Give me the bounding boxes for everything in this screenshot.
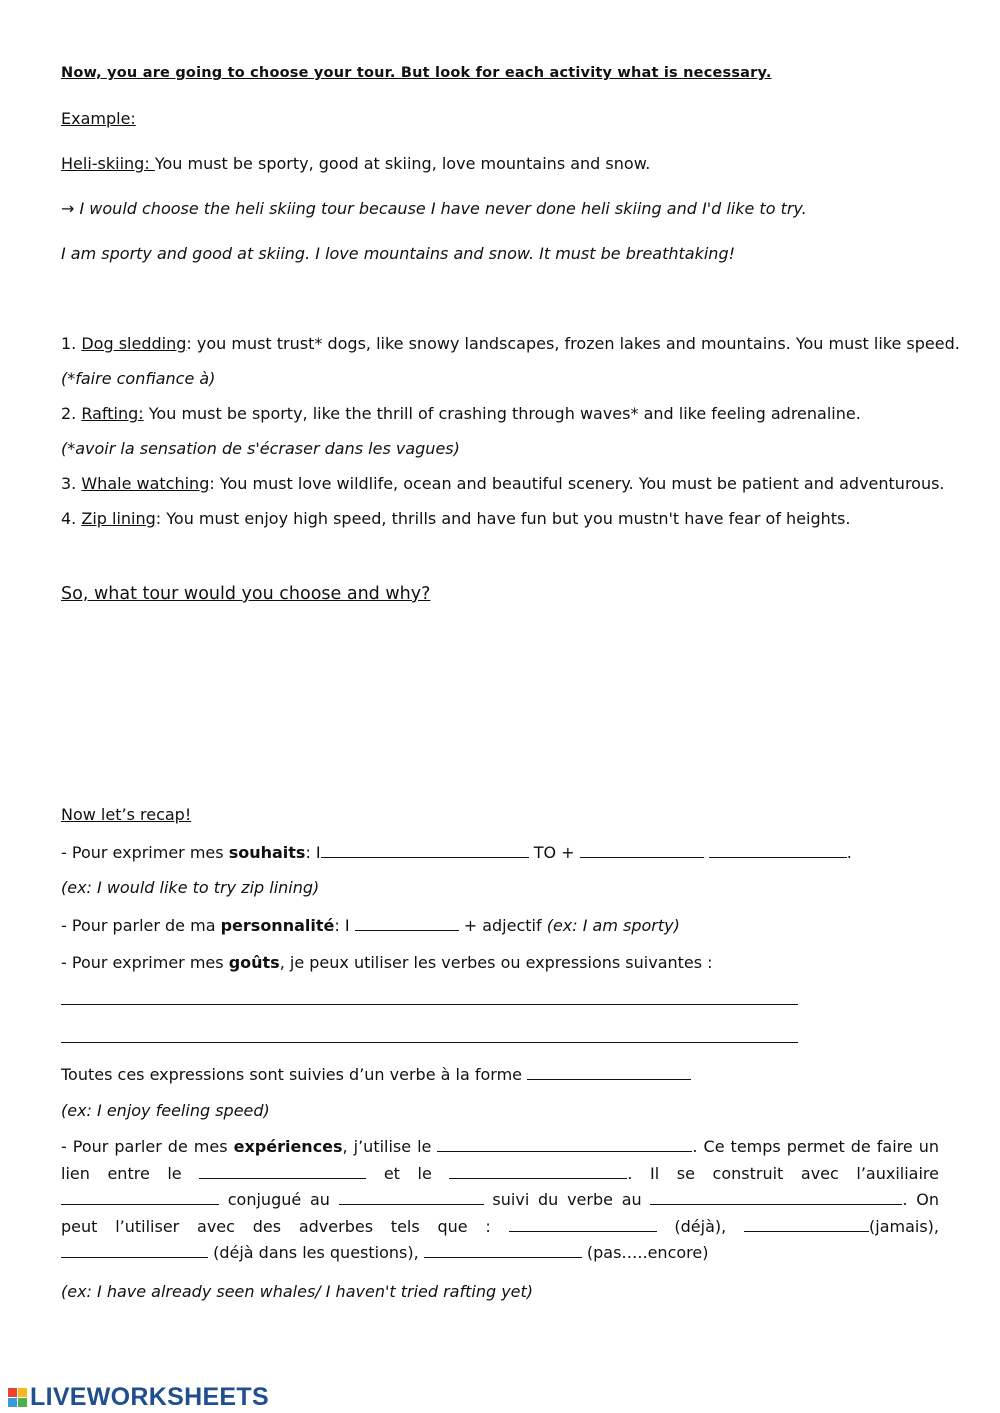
- recap-experiences: - Pour parler de mes expériences, j’utilise le . Ce temps permet de faire un lien entre le et le . Il se construit avec l’auxiliaire conjugué au suivi du verbe au . On peut l’utiliser avec des adverbes tels que : (déjà), (jamais), (déjà dans les questions), (pas…..encore): [61, 1137, 940, 1263]
- question-heading: So, what tour would you choose and why?: [61, 584, 431, 604]
- experiences-blank-7[interactable]: [509, 1217, 657, 1232]
- souhaits-blank-1[interactable]: [321, 842, 529, 858]
- logo-block: [18, 1388, 27, 1397]
- activity-item: 3. Whale watching: You must love wildlife, ocean and beautiful scenery. You must be patient and adventurous.: [61, 474, 945, 493]
- recap-personnalite: - Pour parler de ma personnalité: I + adjectif (ex: I am sporty): [61, 916, 680, 935]
- example-activity-label: Heli-skiing:: [61, 154, 155, 173]
- experiences-blank-3[interactable]: [449, 1164, 627, 1179]
- logo-block: [8, 1388, 17, 1397]
- activity-label: Zip lining: [81, 509, 156, 528]
- logo-block: [8, 1398, 17, 1407]
- experiences-blank-9[interactable]: [61, 1243, 208, 1258]
- example-answer-line2: I am sporty and good at skiing. I love mountains and snow. It must be breathtaking!: [61, 244, 736, 263]
- example-answer-line1: → I would choose the heli skiing tour because I have never done heli skiing and I'd like to try.: [61, 199, 807, 218]
- experiences-blank-10[interactable]: [424, 1243, 582, 1258]
- activity-item: 1. Dog sledding: you must trust* dogs, like snowy landscapes, frozen lakes and mountains. You must like speed.: [61, 334, 960, 353]
- example-activity: [61, 154, 650, 174]
- activity-label: Whale watching: [81, 474, 210, 493]
- souhaits-blank-2[interactable]: [580, 842, 704, 858]
- experiences-blank-2[interactable]: [199, 1164, 366, 1179]
- experiences-blank-1[interactable]: [437, 1137, 692, 1152]
- activity-label: Dog sledding: [81, 334, 187, 353]
- personnalite-blank[interactable]: [355, 915, 459, 931]
- recap-forme: Toutes ces expressions sont suivies d’un verbe à la forme: [61, 1064, 691, 1085]
- gouts-answer-line-1[interactable]: [61, 1004, 798, 1005]
- recap-souhaits: - Pour exprimer mes souhaits: I TO + .: [61, 843, 852, 862]
- forme-blank[interactable]: [527, 1064, 691, 1080]
- answer-area[interactable]: [61, 618, 943, 792]
- experiences-blank-4[interactable]: [61, 1190, 219, 1205]
- logo-block: [18, 1398, 27, 1407]
- gouts-answer-line-2[interactable]: [61, 1042, 798, 1043]
- activity-note: (*faire confiance à): [61, 369, 216, 388]
- activity-note: (*avoir la sensation de s'écraser dans les vagues): [61, 439, 460, 458]
- activity-label: Rafting:: [81, 404, 144, 423]
- experiences-blank-5[interactable]: [339, 1190, 484, 1205]
- page-title: Now, you are going to choose your tour. But look for each activity what is necessary.: [61, 65, 772, 81]
- logo-text: LIVEWORKSHEETS: [30, 1383, 269, 1411]
- recap-gouts: - Pour exprimer mes goûts, je peux utiliser les verbes ou expressions suivantes :: [61, 953, 713, 972]
- activity-item: 4. Zip lining: You must enjoy high speed, thrills and have fun but you mustn't have fear of heights.: [61, 509, 851, 528]
- arrow-icon: →: [61, 199, 75, 218]
- souhaits-example: (ex: I would like to try zip lining): [61, 878, 320, 897]
- experiences-blank-6[interactable]: [650, 1190, 902, 1205]
- liveworksheets-logo: [8, 1383, 269, 1412]
- example-heading: Example:: [61, 109, 136, 128]
- experiences-example: (ex: I have already seen whales/ I haven't tried rafting yet): [61, 1282, 534, 1301]
- souhaits-blank-3[interactable]: [709, 842, 847, 858]
- example-activity-text: You must be sporty, good at skiing, love mountains and snow.: [154, 154, 651, 173]
- forme-example: (ex: I enjoy feeling speed): [61, 1101, 270, 1120]
- activity-item: 2. Rafting: You must be sporty, like the thrill of crashing through waves* and like feeling adrenaline.: [61, 404, 861, 423]
- logo-blocks-icon: [8, 1388, 27, 1407]
- experiences-blank-8[interactable]: [744, 1217, 869, 1232]
- recap-heading: Now let’s recap!: [61, 805, 192, 824]
